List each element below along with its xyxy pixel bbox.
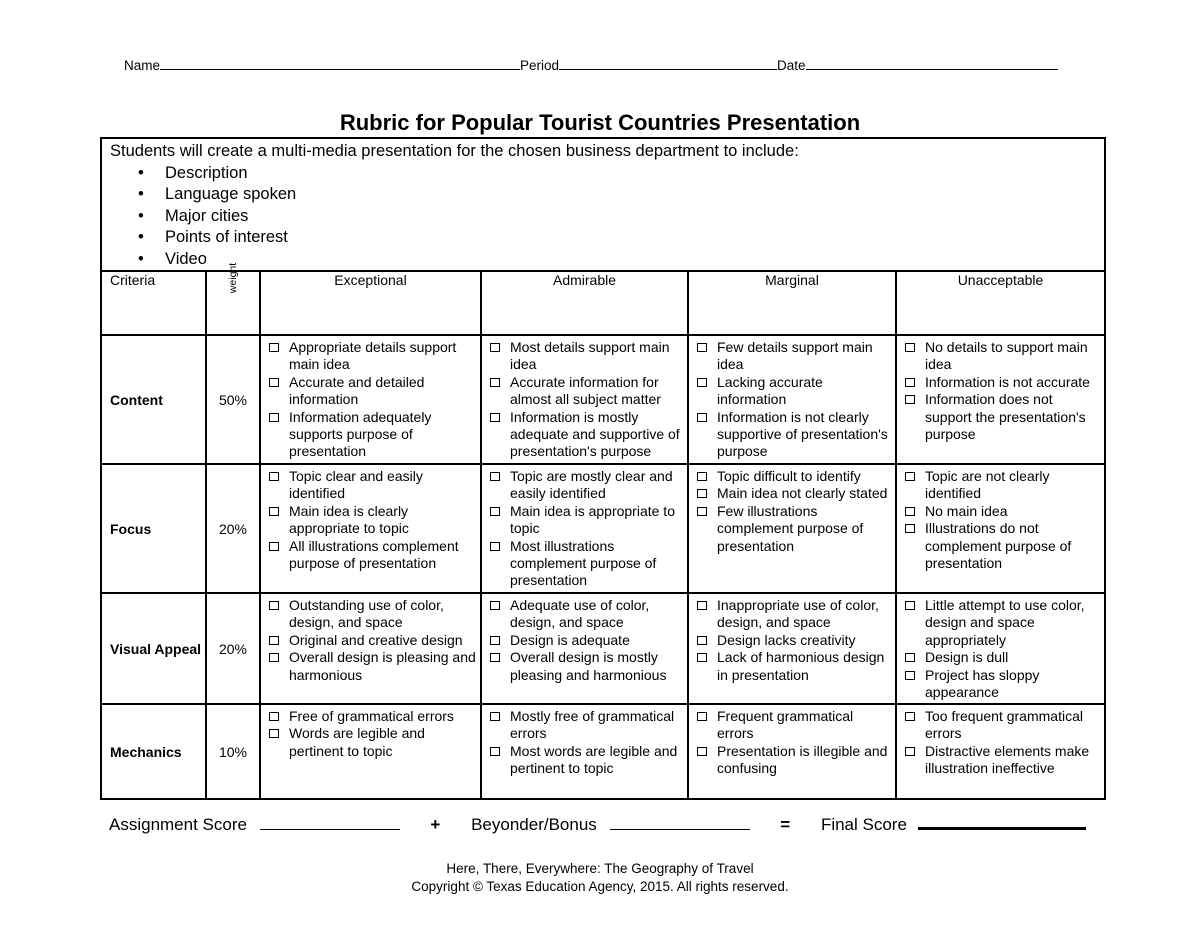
rubric-cell-exceptional [260, 704, 481, 799]
checkbox[interactable] [697, 489, 707, 498]
final-score-label: Final Score [820, 815, 907, 834]
checklist-item [905, 649, 1100, 666]
checkbox[interactable] [905, 671, 915, 680]
weight-header [206, 262, 260, 335]
checkbox[interactable] [905, 524, 915, 533]
rubric-cell-marginal [688, 593, 896, 704]
checklist-item-text: Topic are not clearly identified [925, 468, 1050, 502]
criteria-row [101, 593, 1105, 704]
checkbox[interactable] [490, 343, 500, 352]
checklist-item [490, 597, 683, 632]
checklist-item [490, 503, 683, 538]
checklist-item-text: Most words are legible and pertinent to topic [510, 742, 678, 777]
checklist-item [697, 374, 891, 409]
checklist-item [269, 503, 476, 538]
checkbox[interactable] [490, 472, 500, 481]
checkbox[interactable] [490, 413, 500, 422]
checklist-item [905, 374, 1100, 391]
rubric-cell-exceptional [260, 464, 481, 593]
checkbox[interactable] [905, 378, 915, 387]
checklist-item [697, 503, 891, 555]
checklist-item [697, 597, 891, 632]
criteria-header: Criteria [101, 271, 206, 335]
checklist-item-text: Few details support main idea [717, 339, 873, 373]
rubric-cell-unacceptable [896, 335, 1105, 464]
checklist-item [269, 632, 476, 649]
checklist-item-text: Distractive elements make illustration ineffective [925, 742, 1090, 777]
checklist-item [269, 374, 476, 409]
checklist-item-text: Mostly free of grammatical errors [510, 708, 675, 742]
checklist-item [905, 391, 1100, 443]
checkbox[interactable] [269, 507, 279, 516]
column-header-row [101, 271, 1105, 335]
checklist-item-text: Most details support main idea [510, 339, 670, 373]
checkbox[interactable] [269, 653, 279, 662]
criterion-name: Mechanics [101, 704, 206, 799]
rubric-cell-unacceptable [896, 464, 1105, 593]
period-field[interactable] [559, 55, 777, 70]
bonus-field[interactable] [610, 813, 750, 830]
final-score-field[interactable] [918, 811, 1086, 830]
checklist-item [905, 743, 1100, 778]
assignment-score-field[interactable] [260, 813, 400, 830]
criteria-row [101, 464, 1105, 593]
criteria-row [101, 704, 1105, 799]
checklist-item [697, 409, 891, 461]
checkbox[interactable] [905, 472, 915, 481]
checkbox[interactable] [905, 712, 915, 721]
checkbox[interactable] [905, 395, 915, 404]
checklist-item [490, 538, 683, 590]
checklist-item-text: Accurate and detailed information [289, 373, 425, 408]
checklist-item [269, 409, 476, 461]
criterion-name: Focus [101, 464, 206, 593]
checkbox[interactable] [905, 653, 915, 662]
checkbox[interactable] [490, 601, 500, 610]
checklist-item-text: Words are legible and pertinent to topic [289, 725, 425, 759]
checklist-item-text: Appropriate details support main idea [289, 339, 457, 373]
criterion-name: Content [101, 335, 206, 464]
checklist-item [490, 374, 683, 409]
checklist-item-text: Free of grammatical errors [289, 708, 454, 724]
checklist-item-text: Information adequately supports purpose of presentation [289, 408, 432, 460]
checklist-item-text: Project has sloppy appearance [925, 666, 1040, 701]
rubric-cell-marginal [688, 704, 896, 799]
checkbox[interactable] [269, 601, 279, 610]
checkbox[interactable] [697, 378, 707, 387]
rubric-cell-unacceptable [896, 704, 1105, 799]
rubric-cell-admirable [481, 704, 688, 799]
intro-bullet: • Video [165, 249, 1096, 271]
checklist-item-text: Main idea is clearly appropriate to topic [289, 502, 409, 537]
criterion-weight: 20% [206, 593, 260, 704]
rubric-cell-exceptional [260, 593, 481, 704]
rubric-cell-admirable [481, 335, 688, 464]
intro-text: Students will create a multi-media presentation for the chosen business department to include: [110, 142, 799, 160]
checklist-item [490, 743, 683, 778]
checklist-item-text: Information is not accurate [925, 373, 1090, 390]
checkbox[interactable] [490, 712, 500, 721]
name-field[interactable] [160, 55, 520, 70]
checklist-item [490, 632, 683, 649]
checkbox[interactable] [269, 712, 279, 721]
assignment-score-label: Assignment Score [109, 815, 247, 834]
checklist-item [269, 468, 476, 503]
checkbox[interactable] [490, 542, 500, 551]
checklist-item [905, 597, 1100, 649]
plus-sign: + [430, 815, 441, 834]
checklist-item [697, 485, 891, 502]
checkbox[interactable] [490, 653, 500, 662]
intro-box [101, 138, 1105, 271]
checklist-item [490, 708, 683, 743]
checklist-item [697, 339, 891, 374]
checkbox[interactable] [490, 378, 500, 387]
intro-bullet: • Language spoken [165, 184, 1096, 206]
checkbox[interactable] [697, 601, 707, 610]
checklist-item-text: Design is adequate [510, 631, 630, 648]
checklist-item-text: Overall design is pleasing and harmonious [289, 649, 476, 683]
checklist-item-text: Lacking accurate information [717, 373, 823, 408]
level-header-exceptional: Exceptional [260, 271, 481, 335]
rubric-cell-marginal [688, 464, 896, 593]
checklist-item [905, 667, 1100, 702]
checklist-item-text: No main idea [925, 502, 1008, 519]
checklist-item [490, 339, 683, 374]
criteria-row [101, 335, 1105, 464]
date-field[interactable] [806, 55, 1058, 70]
checkbox[interactable] [697, 343, 707, 352]
checkbox[interactable] [269, 542, 279, 551]
checklist-item-text: Information is mostly adequate and supportive of presentation's purpose [510, 408, 680, 460]
checklist-item [490, 468, 683, 503]
checkbox[interactable] [490, 507, 500, 516]
footer-course-title: Here, There, Everywhere: The Geography of Travel [446, 861, 754, 876]
checklist-item [269, 725, 476, 760]
intro-bullet: • Major cities [165, 206, 1096, 228]
period-label: Period [520, 58, 560, 73]
checkbox[interactable] [905, 507, 915, 516]
rubric-cell-admirable [481, 593, 688, 704]
checkbox[interactable] [697, 653, 707, 662]
checklist-item [269, 597, 476, 632]
criterion-weight: 10% [206, 704, 260, 799]
checklist-item-text: Few illustrations complement purpose of presentation [717, 502, 864, 554]
checkbox[interactable] [905, 601, 915, 610]
checkbox[interactable] [269, 472, 279, 481]
checklist-item-text: Main idea is appropriate to topic [510, 502, 675, 537]
bonus-label: Beyonder/Bonus [471, 815, 597, 834]
checkbox[interactable] [697, 636, 707, 645]
page-title: Rubric for Popular Tourist Countries Presentation [339, 110, 861, 135]
checklist-item [269, 538, 476, 573]
rubric-cell-unacceptable [896, 593, 1105, 704]
checklist-item-text: Inappropriate use of color, design, and space [717, 597, 879, 631]
checklist-item [269, 339, 476, 374]
student-info-header [124, 55, 1058, 73]
checklist-item [697, 468, 891, 485]
checklist-item-text: All illustrations complement purpose of presentation [289, 537, 459, 572]
intro-bullet-list [110, 163, 1096, 271]
checklist-item [269, 649, 476, 684]
weight-header-label: weight [227, 262, 239, 294]
criterion-name: Visual Appeal [101, 593, 206, 704]
checkbox[interactable] [269, 343, 279, 352]
checklist-item-text: Adequate use of color, design, and space [510, 597, 650, 631]
score-line [109, 811, 1086, 835]
checklist-item [905, 339, 1100, 374]
checklist-item [697, 632, 891, 649]
checklist-item-text: Most illustrations complement purpose of presentation [510, 537, 657, 589]
checklist-item [697, 649, 891, 684]
checklist-item-text: Overall design is mostly pleasing and harmonious [510, 649, 667, 683]
footer [0, 860, 1200, 895]
rubric-table [100, 137, 1106, 800]
checkbox[interactable] [269, 636, 279, 645]
checklist-item-text: Main idea not clearly stated [717, 485, 888, 502]
checklist-item-text: Illustrations do not complement purpose of presentation [925, 520, 1072, 572]
checklist-item [905, 468, 1100, 503]
rubric-cell-admirable [481, 464, 688, 593]
checklist-item-text: Topic are mostly clear and easily identified [510, 468, 673, 502]
checklist-item-text: Topic clear and easily identified [289, 468, 423, 502]
intro-bullet: • Description [165, 163, 1096, 185]
checkbox[interactable] [269, 413, 279, 422]
checklist-item [697, 743, 891, 778]
checklist-item [905, 503, 1100, 520]
checklist-item-text: Outstanding use of color, design, and space [289, 597, 444, 631]
checkbox[interactable] [697, 413, 707, 422]
checkbox[interactable] [490, 747, 500, 756]
level-header-unacceptable: Unacceptable [896, 271, 1105, 335]
checklist-item-text: Little attempt to use color, design and space appropriately [925, 597, 1085, 648]
checkbox[interactable] [697, 472, 707, 481]
checklist-item-text: Frequent grammatical errors [717, 708, 854, 742]
checklist-item [269, 708, 476, 725]
rubric-cell-marginal [688, 335, 896, 464]
checklist-item-text: Design lacks creativity [717, 631, 856, 648]
checkbox[interactable] [490, 636, 500, 645]
checklist-item [905, 520, 1100, 572]
footer-copyright: Copyright © Texas Education Agency, 2015. All rights reserved. [411, 878, 789, 894]
checkbox[interactable] [697, 507, 707, 516]
equals-sign: = [780, 815, 791, 834]
level-header-marginal: Marginal [688, 271, 896, 335]
checklist-item-text: Too frequent grammatical errors [925, 708, 1083, 742]
checklist-item-text: Design is dull [925, 649, 1009, 666]
rubric-cell-exceptional [260, 335, 481, 464]
name-label: Name [124, 58, 161, 73]
checklist-item-text: No details to support main idea [925, 339, 1088, 373]
checklist-item [490, 649, 683, 684]
checkbox[interactable] [269, 729, 279, 738]
checklist-item [905, 708, 1100, 743]
criterion-weight: 20% [206, 464, 260, 593]
date-label: Date [777, 58, 806, 73]
checklist-item-text: Information does not support the presentation's purpose [925, 391, 1086, 443]
checkbox[interactable] [697, 747, 707, 756]
checklist-item-text: Information is not clearly supportive of presentation's purpose [717, 408, 888, 460]
checklist-item [697, 708, 891, 743]
checkbox[interactable] [905, 747, 915, 756]
checklist-item-text: Original and creative design [289, 631, 463, 648]
checklist-item-text: Accurate information for almost all subject matter [510, 373, 661, 408]
checkbox[interactable] [905, 343, 915, 352]
checklist-item-text: Presentation is illegible and confusing [717, 742, 888, 777]
intro-bullet: • Points of interest [165, 227, 1096, 249]
checklist-item-text: Topic difficult to identify [717, 468, 861, 484]
checkbox[interactable] [697, 712, 707, 721]
checklist-item [490, 409, 683, 461]
checklist-item-text: Lack of harmonious design in presentation [717, 649, 885, 683]
checkbox[interactable] [269, 378, 279, 387]
level-header-admirable: Admirable [481, 271, 688, 335]
criterion-weight: 50% [206, 335, 260, 464]
